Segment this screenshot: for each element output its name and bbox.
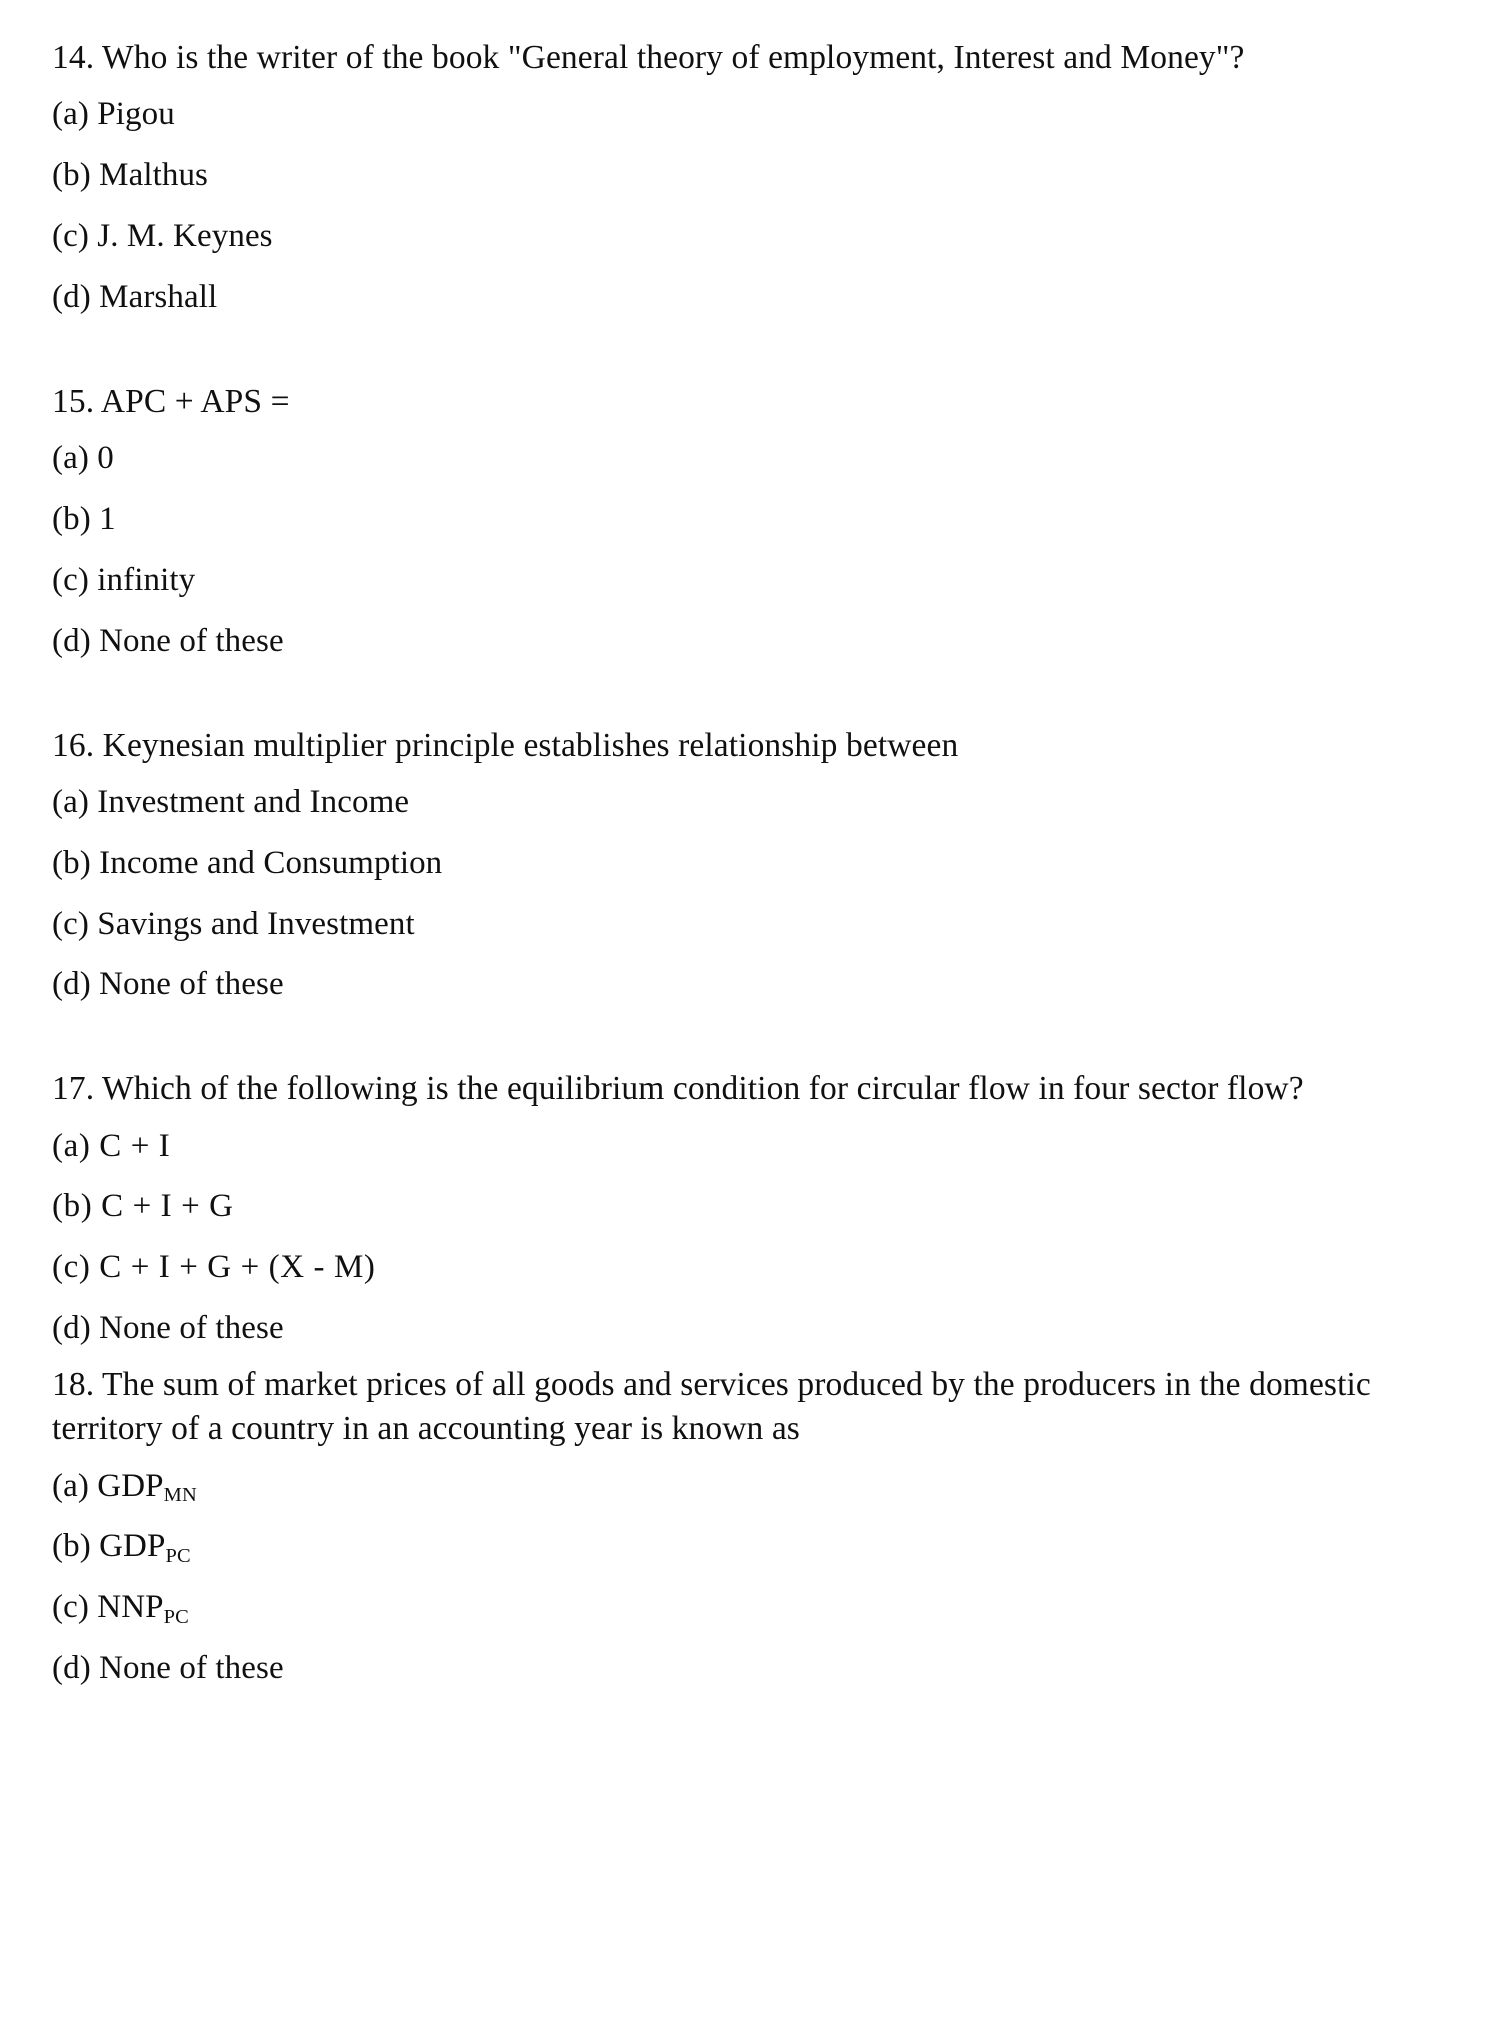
option-15-a[interactable]: (a) 0 [52, 440, 114, 476]
option-17-b[interactable]: (b) C + I + G [52, 1188, 234, 1225]
option-16-c[interactable]: (c) Savings and Investment [52, 905, 415, 942]
option-18-c-subscript: PC [163, 1606, 189, 1629]
option-18-b-subscript: PC [165, 1545, 191, 1568]
question-block-14 [52, 36, 1442, 328]
option-17-c[interactable]: (c) C + I + G + (X - M) [52, 1249, 376, 1286]
question-block-15 [52, 380, 1442, 672]
question-block-18 [52, 1363, 1442, 1699]
block-spacer [52, 1015, 1442, 1067]
option-14-b[interactable]: (b) Malthus [52, 157, 208, 194]
question-block-16 [52, 724, 1442, 1016]
block-spacer [52, 672, 1442, 724]
question-block-17 [52, 1067, 1442, 1359]
block-spacer [52, 328, 1442, 380]
option-17-a[interactable]: (a) C + I [52, 1127, 171, 1164]
option-15-d[interactable]: (d) None of these [52, 622, 284, 659]
option-18-b-label: (b) GDP [52, 1528, 166, 1565]
option-17-d[interactable]: (d) None of these [52, 1310, 284, 1347]
question-text-15: 15. APC + APS = [52, 382, 290, 420]
option-14-a[interactable]: (a) Pigou [52, 96, 175, 133]
option-18-d[interactable] [52, 1638, 1442, 1699]
option-18-a-subscript: MN [163, 1484, 197, 1507]
option-16-a[interactable]: (a) Investment and Income [52, 783, 410, 820]
option-18-a-label: (a) GDP [52, 1467, 164, 1504]
option-15-c[interactable]: (c) infinity [52, 561, 196, 598]
option-14-d[interactable]: (d) Marshall [52, 278, 218, 315]
question-text-17: 17. Which of the following is the equilibrium condition for circular flow in four sector flow? [52, 1070, 1304, 1108]
option-18-b[interactable] [52, 1516, 1442, 1577]
question-text-14: 14. Who is the writer of the book "General theory of employment, Interest and Money"? [52, 39, 1245, 76]
document-content [52, 36, 1442, 1699]
question-text-18: 18. The sum of market prices of all goods and services produced by the producers in the domestic territory of a country in an accounting year is known as [52, 1366, 1371, 1448]
option-18-a[interactable] [52, 1456, 1442, 1517]
option-14-c[interactable]: (c) J. M. Keynes [52, 218, 273, 254]
option-16-b[interactable]: (b) Income and Consumption [52, 844, 443, 881]
option-16-d[interactable]: (d) None of these [52, 966, 284, 1003]
option-18-c[interactable] [52, 1577, 1442, 1638]
option-18-d-label: (d) None of these [52, 1650, 284, 1687]
option-15-b[interactable]: (b) 1 [52, 500, 116, 537]
question-text-16: 16. Keynesian multiplier principle establishes relationship between [52, 726, 959, 764]
option-18-c-label: (c) NNP [52, 1589, 164, 1626]
